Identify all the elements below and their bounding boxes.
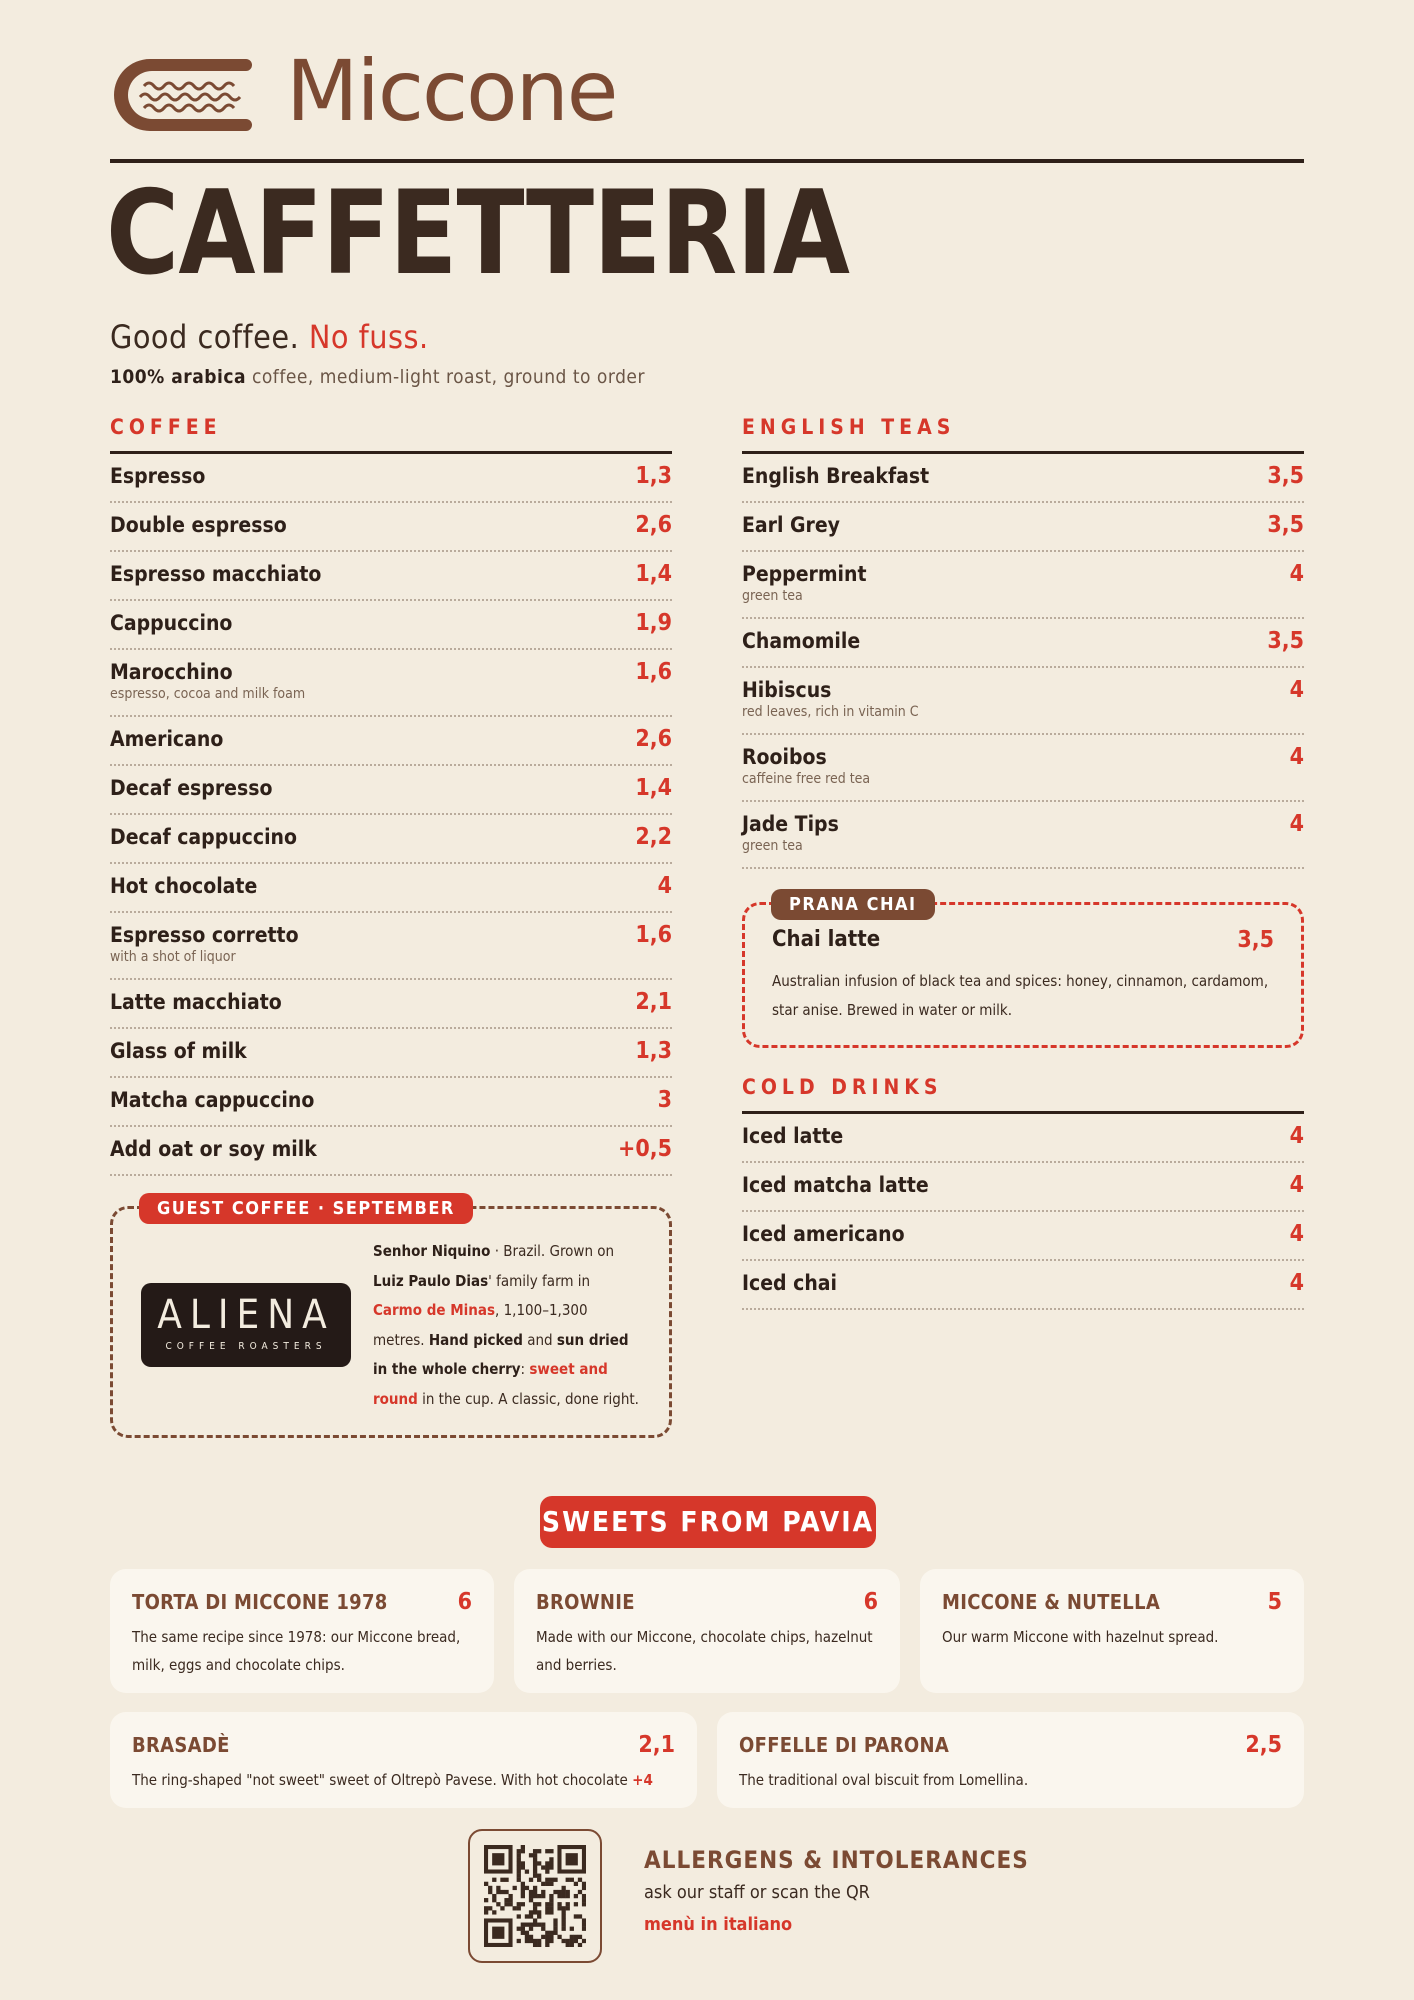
menu-item-text bbox=[110, 561, 321, 587]
sweet-price: 6 bbox=[457, 1589, 472, 1615]
menu-item-price: 3,5 bbox=[1267, 512, 1304, 538]
sweet-card bbox=[110, 1712, 697, 1808]
menu-item-row bbox=[110, 717, 672, 766]
menu-item-text bbox=[742, 1270, 837, 1296]
menu-item-name: Add oat or soy milk bbox=[110, 1137, 317, 1161]
menu-item-text bbox=[742, 1123, 843, 1149]
menu-item-text bbox=[742, 463, 929, 489]
menu-item-name: Cappuccino bbox=[110, 611, 233, 635]
menu-item-row bbox=[110, 815, 672, 864]
menu-item-price: 1,6 bbox=[635, 659, 672, 685]
menu-item-name: Espresso macchiato bbox=[110, 562, 322, 586]
roaster-logo-sub: COFFEE ROASTERS bbox=[165, 1341, 327, 1352]
menu-item-row bbox=[110, 1029, 672, 1078]
allergens-title: ALLERGENS & INTOLERANCES bbox=[644, 1846, 1029, 1874]
sweet-price: 6 bbox=[863, 1589, 878, 1615]
menu-item-row bbox=[110, 864, 672, 913]
menu-item-name: Americano bbox=[110, 727, 224, 751]
brand-name: Miccone bbox=[286, 42, 617, 140]
chai-tag: PRANA CHAI bbox=[771, 889, 935, 920]
page-title: CAFFETTERIA bbox=[106, 166, 850, 301]
menu-item-row bbox=[742, 552, 1304, 619]
section-title-cold: COLD DRINKS bbox=[742, 1075, 943, 1099]
menu-item-text bbox=[110, 1087, 314, 1113]
teas-section bbox=[742, 413, 1304, 869]
header-divider bbox=[110, 159, 1304, 163]
sweet-description bbox=[536, 1623, 878, 1679]
allergens-subtitle: ask our staff or scan the QR bbox=[644, 1882, 870, 1903]
guest-coffee-description bbox=[373, 1237, 643, 1414]
section-title-coffee: COFFEE bbox=[110, 415, 222, 439]
menu-item-text bbox=[110, 512, 287, 538]
menu-item-price: 3 bbox=[657, 1087, 672, 1113]
menu-item-name: English Breakfast bbox=[742, 464, 930, 488]
sweet-description bbox=[739, 1766, 1282, 1794]
menu-item-price: +0,5 bbox=[618, 1136, 672, 1162]
menu-item-text bbox=[110, 610, 232, 636]
sweet-name: TORTA DI MICCONE 1978 bbox=[132, 1590, 388, 1614]
sweet-card-header bbox=[132, 1589, 472, 1615]
menu-item-name: Iced chai bbox=[742, 1271, 838, 1295]
cold-list bbox=[742, 1114, 1304, 1310]
menu-item-text bbox=[110, 659, 305, 703]
menu-item-description: with a shot of liquor bbox=[110, 949, 236, 965]
menu-item-name: Earl Grey bbox=[742, 513, 840, 537]
menu-item-price: 4 bbox=[1289, 1270, 1304, 1296]
sweet-card bbox=[110, 1569, 494, 1693]
menu-item-name: Decaf cappuccino bbox=[110, 825, 297, 849]
chai-header bbox=[772, 927, 1274, 953]
menu-item-price: 4 bbox=[657, 873, 672, 899]
sweet-card bbox=[514, 1569, 900, 1693]
coffee-section bbox=[110, 413, 672, 1176]
menu-item-name: Glass of milk bbox=[110, 1039, 247, 1063]
menu-item-text bbox=[110, 1136, 317, 1162]
sweet-description-text: The same recipe since 1978: our Miccone bread, milk, eggs and chocolate chips. bbox=[132, 1628, 461, 1674]
menu-item-row bbox=[742, 1212, 1304, 1261]
menu-item-text bbox=[742, 811, 839, 855]
menu-item-row bbox=[742, 1114, 1304, 1163]
menu-item-row bbox=[110, 766, 672, 815]
sweets-title: SWEETS FROM PAVIA bbox=[540, 1496, 876, 1548]
menu-item-name: Latte macchiato bbox=[110, 990, 282, 1014]
menu-item-name: Marocchino bbox=[110, 660, 233, 684]
brand-header bbox=[110, 42, 617, 140]
menu-item-row bbox=[110, 454, 672, 503]
menu-item-text bbox=[110, 463, 205, 489]
menu-item-row bbox=[742, 668, 1304, 735]
sweet-price: 5 bbox=[1267, 1589, 1282, 1615]
menu-item-price: 4 bbox=[1289, 1172, 1304, 1198]
menu-item-name: Peppermint bbox=[742, 562, 867, 586]
guest-coffee-tag: GUEST COFFEE · SEPTEMBER bbox=[139, 1193, 473, 1224]
menu-item-name: Jade Tips bbox=[742, 812, 839, 836]
sweet-description bbox=[132, 1623, 472, 1679]
sweet-card bbox=[717, 1712, 1304, 1808]
menu-item-name: Espresso bbox=[110, 464, 206, 488]
menu-item-name: Hot chocolate bbox=[110, 874, 258, 898]
menu-item-name: Espresso corretto bbox=[110, 923, 299, 947]
guest-text-part: , 1,100–1,300 metres. bbox=[373, 1301, 588, 1349]
menu-item-text bbox=[110, 726, 223, 752]
roast-note bbox=[110, 366, 645, 388]
menu-item-name: Iced latte bbox=[742, 1124, 844, 1148]
menu-item-row bbox=[742, 1163, 1304, 1212]
menu-item-description: espresso, cocoa and milk foam bbox=[110, 686, 306, 702]
sweet-description-text: The traditional oval biscuit from Lomellina. bbox=[739, 1771, 1029, 1789]
menu-item-name: Double espresso bbox=[110, 513, 287, 537]
italian-menu-link[interactable]: menù in italiano bbox=[644, 1914, 793, 1935]
sweet-description-text: Made with our Miccone, chocolate chips, hazelnut and berries. bbox=[536, 1628, 873, 1674]
menu-item-text bbox=[742, 677, 919, 721]
menu-item-row bbox=[110, 552, 672, 601]
menu-item-text bbox=[742, 512, 840, 538]
menu-item-row bbox=[742, 1261, 1304, 1310]
menu-item-text bbox=[742, 744, 870, 788]
guest-text-part: Luiz Paulo Dias bbox=[373, 1271, 489, 1290]
menu-item-price: 1,9 bbox=[635, 610, 672, 636]
tagline bbox=[110, 318, 429, 356]
qr-code[interactable] bbox=[468, 1829, 602, 1963]
roast-note-rest: coffee, medium-light roast, ground to order bbox=[251, 366, 645, 388]
menu-item-text bbox=[110, 1038, 247, 1064]
coffee-list bbox=[110, 454, 672, 1176]
menu-item-name: Decaf espresso bbox=[110, 776, 273, 800]
guest-text-part: sun dried in the whole cherry bbox=[373, 1330, 629, 1378]
menu-item-row bbox=[110, 980, 672, 1029]
menu-item-text bbox=[110, 873, 257, 899]
menu-item-row bbox=[110, 1078, 672, 1127]
menu-item-name: Rooibos bbox=[742, 745, 827, 769]
menu-item-row bbox=[742, 454, 1304, 503]
tagline-accent: No fuss. bbox=[308, 318, 429, 356]
guest-text-part: Senhor Niquino bbox=[373, 1242, 491, 1260]
sweet-card bbox=[920, 1569, 1304, 1693]
menu-item-description: red leaves, rich in vitamin C bbox=[742, 704, 919, 720]
sweet-name: OFFELLE DI PARONA bbox=[739, 1733, 950, 1757]
menu-item-price: 2,2 bbox=[635, 824, 672, 850]
menu-item-text bbox=[110, 989, 282, 1015]
menu-item-price: 4 bbox=[1289, 1221, 1304, 1247]
menu-item-price: 4 bbox=[1289, 811, 1304, 837]
guest-text-part: ' family farm in bbox=[488, 1271, 591, 1290]
menu-item-price: 3,5 bbox=[1267, 628, 1304, 654]
menu-item-row bbox=[742, 619, 1304, 668]
menu-item-text bbox=[110, 922, 299, 966]
cold-drinks-section bbox=[742, 1073, 1304, 1310]
roast-note-bold: 100% arabica bbox=[110, 366, 247, 388]
sweet-card-header bbox=[132, 1732, 675, 1758]
menu-item-name: Hibiscus bbox=[742, 678, 832, 702]
menu-item-row bbox=[110, 601, 672, 650]
qr-code-icon bbox=[484, 1845, 586, 1947]
menu-item-description: green tea bbox=[742, 588, 803, 604]
section-title-teas: ENGLISH TEAS bbox=[742, 415, 956, 439]
sweet-price: 2,5 bbox=[1245, 1732, 1282, 1758]
teas-list bbox=[742, 454, 1304, 869]
menu-item-name: Chamomile bbox=[742, 629, 861, 653]
sweet-extra-price: +4 bbox=[632, 1771, 653, 1789]
guest-text-part: : bbox=[520, 1360, 530, 1378]
menu-item-row bbox=[110, 913, 672, 980]
menu-item-text bbox=[110, 824, 297, 850]
menu-item-price: 1,3 bbox=[635, 1038, 672, 1064]
menu-item-row bbox=[110, 650, 672, 717]
menu-item-row bbox=[742, 503, 1304, 552]
menu-item-price: 1,4 bbox=[635, 561, 672, 587]
guest-text-part: Carmo de Minas bbox=[373, 1301, 496, 1319]
chai-name: Chai latte bbox=[772, 927, 881, 952]
menu-item-price: 1,3 bbox=[635, 463, 672, 489]
guest-text-part: in the cup. A classic, done right. bbox=[417, 1389, 639, 1408]
menu-page bbox=[106, 0, 1304, 2000]
menu-item-price: 2,6 bbox=[635, 726, 672, 752]
menu-item-price: 4 bbox=[1289, 744, 1304, 770]
tagline-main: Good coffee. bbox=[110, 318, 300, 356]
sweet-price: 2,1 bbox=[638, 1732, 675, 1758]
menu-item-text bbox=[742, 1172, 929, 1198]
menu-item-price: 2,1 bbox=[635, 989, 672, 1015]
guest-coffee-box bbox=[110, 1198, 672, 1438]
menu-item-name: Iced americano bbox=[742, 1222, 905, 1246]
guest-text-part: sweet and round bbox=[373, 1360, 608, 1408]
sweet-description bbox=[132, 1766, 675, 1794]
menu-item-text bbox=[742, 1221, 905, 1247]
menu-item-text bbox=[742, 561, 867, 605]
menu-item-price: 4 bbox=[1289, 677, 1304, 703]
roaster-logo bbox=[141, 1283, 351, 1367]
sweet-card-header bbox=[536, 1589, 878, 1615]
sweet-name: BROWNIE bbox=[536, 1590, 635, 1614]
sweet-card-header bbox=[942, 1589, 1282, 1615]
sweet-description bbox=[942, 1623, 1282, 1651]
menu-item-description: caffeine free red tea bbox=[742, 771, 871, 787]
sweet-name: BRASADÈ bbox=[132, 1733, 230, 1757]
menu-item-row bbox=[742, 802, 1304, 869]
menu-item-price: 2,6 bbox=[635, 512, 672, 538]
guest-text-part: · Brazil. Grown on bbox=[490, 1242, 615, 1260]
menu-item-row bbox=[110, 1127, 672, 1176]
sweet-description-text: Our warm Miccone with hazelnut spread. bbox=[942, 1628, 1219, 1646]
menu-item-name: Iced matcha latte bbox=[742, 1173, 929, 1197]
guest-text-part: Hand picked bbox=[428, 1330, 523, 1349]
menu-item-price: 1,6 bbox=[635, 922, 672, 948]
menu-item-price: 3,5 bbox=[1267, 463, 1304, 489]
chai-box bbox=[742, 894, 1304, 1048]
sweet-description-text: The ring-shaped "not sweet" sweet of Oltrepò Pavese. With hot chocolate bbox=[132, 1771, 633, 1789]
menu-item-price: 1,4 bbox=[635, 775, 672, 801]
menu-item-row bbox=[110, 503, 672, 552]
menu-item-name: Matcha cappuccino bbox=[110, 1088, 315, 1112]
miccone-bread-logo-icon bbox=[110, 55, 252, 135]
menu-item-text bbox=[110, 775, 272, 801]
roaster-logo-main: ALIENA bbox=[157, 1292, 335, 1338]
menu-item-description: green tea bbox=[742, 838, 803, 854]
menu-item-text bbox=[742, 628, 860, 654]
sweet-name: MICCONE & NUTELLA bbox=[942, 1590, 1161, 1614]
menu-item-row bbox=[742, 735, 1304, 802]
chai-price: 3,5 bbox=[1237, 927, 1274, 953]
menu-item-price: 4 bbox=[1289, 561, 1304, 587]
sweet-card-header bbox=[739, 1732, 1282, 1758]
guest-text-part: and bbox=[522, 1330, 557, 1349]
chai-description: Australian infusion of black tea and spices: honey, cinnamon, cardamom, star anise. Brewed in water or milk. bbox=[772, 972, 1269, 1019]
menu-item-price: 4 bbox=[1289, 1123, 1304, 1149]
